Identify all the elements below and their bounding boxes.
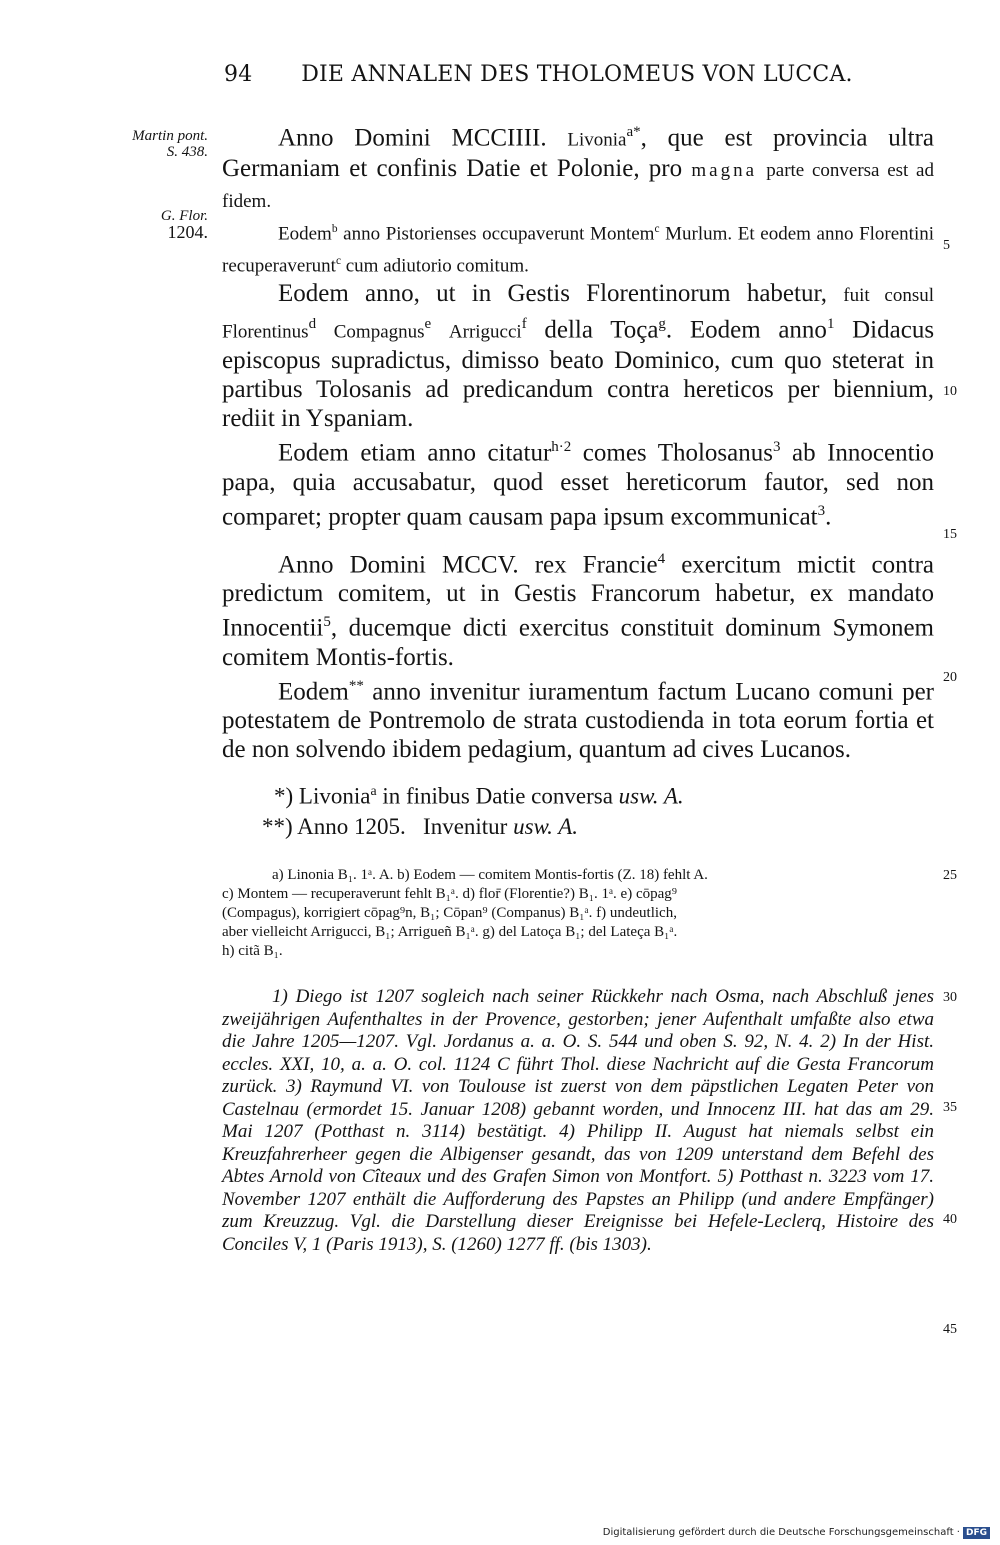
star-note-1: *) Livonia$^a$ in finibus Datie conversa usw. A. [274, 783, 684, 809]
line-number: 15 [943, 527, 957, 542]
paragraph-2: Eodem$^b$ anno Pistorienses occupaverunt Montem$^c$ Murlum. Et eodem anno Florentini recuperaverunt$^c$ cum adiutorio comitum. [222, 223, 935, 276]
line-number: 40 [943, 1212, 957, 1227]
apparatus-line: c) Montem — recuperaverunt fehlt B₁ᵃ. d) flor̄ (Florentie?) B₁. 1ᵃ. e) cōpag⁹ [222, 886, 677, 902]
dfg-logo: DFG [963, 1527, 990, 1539]
digitization-credit: Digitalisierung gefördert durch die Deutsche Forschungsgemeinschaft · DFG [603, 1527, 990, 1539]
notes-paragraph: 1) Diego ist 1207 sogleich nach seiner Rückkehr nach Osma, nach Abschluß jenes zweijährigen Aufenthaltes in der Provence, gestorben; jener Aufenthalt umfaßte also etwa die Jahre 1205—1207. Vgl. Jordanus a. a. O. S. 544 und oben S. 92, N. 4. 2) In der Hist. eccles. XXI, 10, a. a. O. col. 1124 C führt Thol. diese Nachricht auf die Gesta Francorum zurück. 3) Raymund VI. von Toulouse ist zuerst von dem päpstlichen Legaten Peter von Castelnau (ermordet 15. Januar 1208) gebannt worden, und Innocenz III. hat das am 29. Mai 1207 (Potthast n. 3114) bestätigt. 4) Philipp II. August hat niemals selbst ein Kreuzfahrerheer gegen die Albigenser gesandt, das von 1209 unterstand dem Befehl des Abtes Arnold von Cîteaux und des Grafen Simon von Montfort. 5) Potthast n. 3223 vom 17. November 1207 enthält die Aufforderung des Papstes an Philipp (und andere Empfänger) zum Kreuzzug. Vgl. die Darstellung dieser Ereignisse bei Hefele-Leclerq, Histoire des Conciles V, 1 (Paris 1913), S. (1260) 1277 ff. (bis 1303). [222, 986, 934, 1255]
line-number: 5 [943, 238, 950, 253]
line-number: 45 [943, 1322, 957, 1337]
apparatus-line: a) Linonia B₁. 1ᵃ. A. b) Eodem — comitem Montis-fortis (Z. 18) fehlt A. [272, 867, 708, 883]
margin-note-gflor: G. Flor. 1204. [160, 208, 208, 242]
paragraph-4: Eodem etiam anno citatur$^{h\cdot 2}$ comes Tholosanus$^3$ ab Innocentio papa, quia accusabatur, quod esset hereticorum fautor, sed non comparet; propter quam causam papa ipsum excommunicat$^3$. [222, 439, 934, 530]
paragraph-5: Anno Domini MCCV. rex Francie$^4$ exercitum mictit contra predictum comitem, ut in Gestis Francorum habetur, ex mandato Innocentii$^5$, ducemque dicti exercitus constituit dominum Symonem comitem Montis-fortis. [222, 550, 934, 671]
paragraph-gap [222, 531, 934, 545]
apparatus-line: h) citã B₁. [222, 943, 283, 959]
page-header [224, 62, 934, 87]
apparatus-line: aber vielleicht Arrigucci, B₁; Arrigueñ B₁ᵃ. g) del Latoça B₁; del Lateça B₁ᵃ. [222, 924, 678, 940]
running-title: DIE ANNALEN DES THOLOMEUS VON LUCCA. [301, 62, 853, 87]
paragraph-1: Anno Domini MCCIIII. Livonia$^{a*}$, que est provincia ultra Germaniam et confinis Datie et Polonie, pro magna parte conversa est ad fidem. [222, 124, 935, 213]
apparatus-line: (Compagus), korrigiert cōpag⁹n, B₁; Cōpan⁹ (Companus) B₁ᵃ. f) undeutlich, [222, 905, 677, 921]
main-text [222, 118, 934, 764]
page-number: 94 [224, 62, 253, 87]
line-number: 10 [943, 384, 957, 399]
line-number: 25 [943, 868, 957, 883]
critical-apparatus [222, 866, 934, 961]
paragraph-6: Eodem** anno invenitur iuramentum factum Lucano comuni per potestatem de Pontremolo de strata custodienda in tota eorum fortia et de non solvendo ibidem pedagium, quantum ad cives Lucanos. [222, 677, 935, 763]
explanatory-notes [222, 986, 934, 1256]
paragraph-3: Eodem anno, ut in Gestis Florentinorum habetur, fuit consul Florentinus$^d$ Compagnus$^e$ Arrigucci$^f$ della Toça$^g$. Eodem anno$^1$ Didacus episcopus supradictus, dimisso beato Dominico, cum quo steterat in partibus Tolosanis ad predicandum contra hereticos per biennium, rediit in Yspaniam. [222, 279, 935, 433]
line-number: 30 [943, 990, 957, 1005]
line-number: 35 [943, 1100, 957, 1115]
star-note-2: **) Anno 1205. Invenitur usw. A. [262, 813, 579, 839]
line-number: 20 [943, 670, 957, 685]
star-footnotes [222, 776, 934, 842]
margin-note-martin: Martin pont. S. 438. [132, 128, 208, 160]
